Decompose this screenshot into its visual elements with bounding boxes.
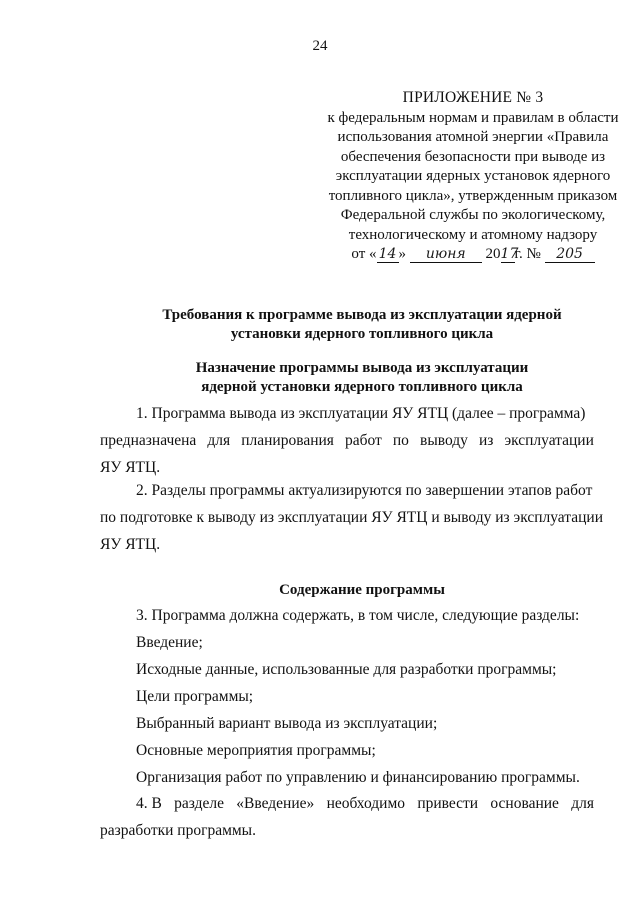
contents-item: Организация работ по управлению и финансированию программы. — [136, 769, 580, 786]
appendix-line: технологическому и атомному надзору — [348, 226, 598, 243]
appendix-line: эксплуатации ядерных установок ядерного — [335, 168, 611, 184]
appendix-line: Федеральной службы по экологическому, — [340, 207, 606, 223]
appendix-line: использования атомной энергии «Правила — [337, 129, 609, 145]
word: планирования — [241, 432, 334, 449]
paragraph-line: ЯУ ЯТЦ. — [100, 459, 161, 476]
appendix-header — [318, 88, 628, 265]
contents-item: Введение; — [136, 634, 203, 651]
word: для — [207, 432, 231, 449]
paragraph-line: по подготовке к выводу из эксплуатации ЯУ ЯТЦ и выводу из эксплуатации — [100, 509, 603, 526]
title-line: установки ядерного топливного цикла — [230, 326, 494, 342]
word: для — [571, 795, 594, 812]
word: основание — [490, 795, 559, 812]
word: необходимо — [326, 795, 406, 812]
section-heading-purpose — [100, 359, 624, 397]
date-prefix: от « — [351, 246, 377, 262]
date-close: » — [398, 246, 407, 262]
word: разделе — [174, 795, 224, 812]
appendix-line: к федеральным нормам и правилам в области — [327, 109, 619, 126]
section-heading-contents: Содержание программы — [279, 582, 445, 598]
handwritten-day: 14 — [377, 246, 399, 263]
year-suffix: г. № — [514, 246, 541, 262]
paragraph-1 — [100, 400, 594, 481]
order-date-line — [318, 245, 628, 265]
paragraph-4 — [100, 790, 594, 844]
appendix-line: обеспечения безопасности при выводе из — [340, 148, 606, 165]
word: привести — [417, 795, 479, 812]
appendix-title: ПРИЛОЖЕНИЕ № 3 — [402, 89, 544, 106]
paragraph-line — [100, 790, 594, 817]
title-line: Требования к программе вывода из эксплуатации ядерной — [162, 307, 562, 323]
contents-item: Цели программы; — [136, 688, 254, 705]
word: 4. В — [136, 795, 162, 812]
handwritten-month: июня — [410, 246, 482, 263]
paragraph-line: ЯУ ЯТЦ. — [100, 536, 161, 553]
word: предназначена — [100, 432, 197, 449]
paragraph-line: 2. Разделы программы актуализируются по завершении этапов работ — [136, 482, 593, 499]
handwritten-order-number: 205 — [545, 246, 595, 263]
contents-intro: 3. Программа должна содержать, в том числе, следующие разделы: — [136, 607, 580, 624]
handwritten-year: 17 — [500, 246, 519, 262]
paragraph-2 — [100, 477, 603, 558]
subtitle-line: ядерной установки ядерного топливного цикла — [201, 379, 523, 395]
paragraph-line: разработки программы. — [100, 822, 256, 839]
word: из — [478, 432, 494, 449]
year-prefix: 20 — [485, 246, 501, 262]
word: работ — [344, 432, 382, 449]
contents-item: Исходные данные, использованные для разработки программы; — [136, 661, 557, 678]
subtitle-line: Назначение программы вывода из эксплуатации — [195, 360, 529, 376]
paragraph-line: 1. Программа вывода из эксплуатации ЯУ ЯТЦ (далее – программа) — [136, 405, 586, 422]
word: эксплуатации — [504, 432, 594, 449]
word: «Введение» — [236, 795, 315, 812]
document-title — [100, 306, 624, 344]
appendix-line: топливного цикла», утвержденным приказом — [328, 187, 618, 204]
word: по — [392, 432, 409, 449]
contents-item: Выбранный вариант вывода из эксплуатации; — [136, 715, 438, 732]
contents-item: Основные мероприятия программы; — [136, 742, 376, 759]
word: выводу — [420, 432, 468, 449]
page-number: 24 — [312, 38, 328, 54]
paragraph-line — [100, 427, 594, 454]
